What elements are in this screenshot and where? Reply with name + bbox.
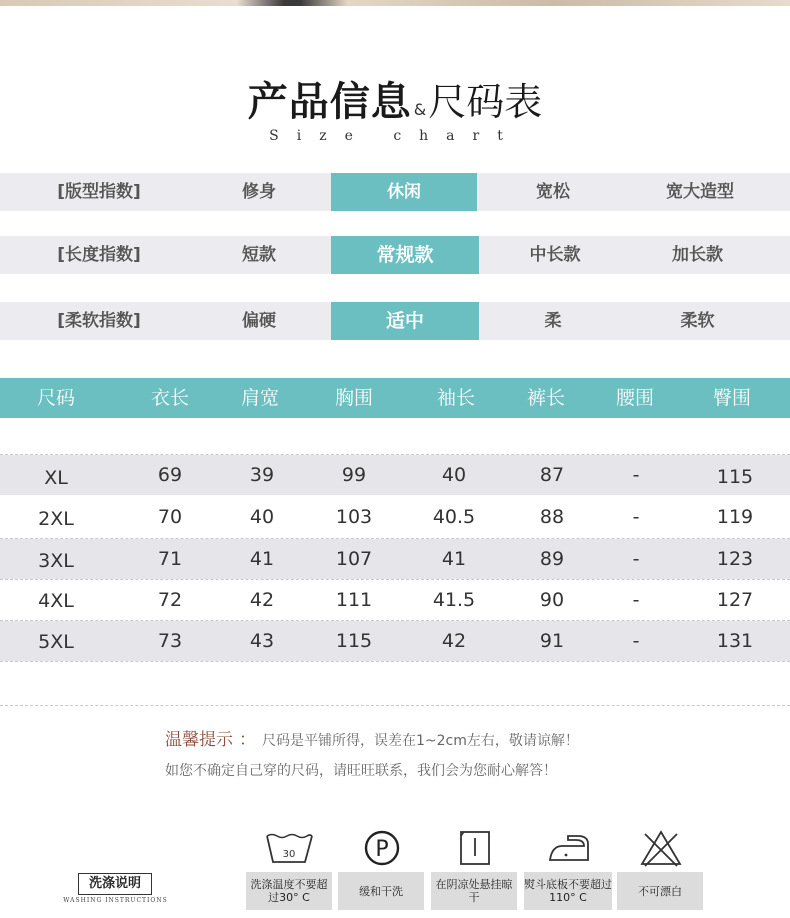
table-row — [0, 621, 790, 661]
tip-line-1 — [165, 725, 579, 750]
index-option: 宽大造型 — [666, 182, 734, 202]
cell-value: 41 — [441, 548, 467, 570]
care-label-iron: 熨斗底板不要超过110° C — [524, 872, 612, 910]
cell-value: 111 — [335, 589, 373, 611]
cell-value: - — [632, 548, 640, 570]
header-hip: 臀围 — [712, 387, 751, 409]
index-option: 短款 — [242, 245, 276, 265]
care-label-no-bleach: 不可漂白 — [617, 872, 703, 910]
cell-value: - — [632, 464, 640, 486]
cell-value: 131 — [716, 630, 754, 652]
softness-index-row — [0, 302, 790, 340]
title-ampersand: & — [413, 100, 427, 119]
index-label: [版型指数] — [57, 182, 141, 202]
header-size: 尺码 — [36, 387, 75, 409]
table-row — [0, 455, 790, 495]
cell-value: 99 — [341, 464, 367, 486]
index-option: 偏硬 — [242, 311, 276, 331]
no-bleach-icon — [636, 828, 686, 868]
cell-value: 39 — [249, 464, 275, 486]
care-label-wash-temp: 洗涤温度不要超过30° C — [246, 872, 332, 910]
cell-value: 73 — [157, 630, 183, 652]
page-subtitle: Size chart — [269, 128, 521, 144]
cell-value: 70 — [157, 506, 183, 528]
cell-value: 87 — [539, 464, 565, 486]
size-table-header — [0, 378, 790, 418]
table-row — [0, 497, 790, 537]
index-label: [柔软指数] — [57, 311, 141, 331]
dry-clean-letter: P — [375, 837, 389, 862]
fit-index-row — [0, 173, 790, 211]
cell-value: 41.5 — [432, 589, 476, 611]
tip-text-1: 尺码是平铺所得，误差在1~2cm左右，敬请谅解！ — [262, 733, 579, 749]
cell-value: 115 — [335, 630, 373, 652]
washing-subtitle: WASHING INSTRUCTIONS — [63, 897, 168, 904]
index-option: 加长款 — [672, 245, 723, 265]
index-option: 柔 — [544, 311, 562, 331]
index-option: 柔软 — [680, 311, 715, 331]
index-label: [长度指数] — [57, 245, 141, 265]
index-option: 中长款 — [529, 245, 581, 265]
cell-value: 69 — [157, 464, 183, 486]
tip-colon: ： — [239, 730, 256, 750]
cell-value: 40.5 — [432, 506, 476, 528]
header-length: 衣长 — [150, 387, 189, 409]
care-label-hang-dry: 在阴凉处悬挂晾干 — [431, 872, 517, 910]
section-divider — [0, 705, 790, 706]
cell-size: XL — [44, 467, 68, 489]
washing-title: 洗涤说明 — [78, 873, 152, 895]
cell-value: - — [632, 630, 640, 652]
table-row — [0, 580, 790, 620]
table-row — [0, 539, 790, 579]
index-option-selected: 适中 — [331, 302, 479, 340]
cell-value: 107 — [335, 548, 373, 570]
cell-value: 89 — [539, 548, 565, 570]
cell-size: 4XL — [38, 590, 74, 612]
tip-line-2: 如您不确定自己穿的尺码，请旺旺联系，我们会为您耐心解答！ — [165, 763, 557, 779]
index-option: 宽松 — [536, 182, 570, 202]
cell-value: 127 — [716, 589, 754, 611]
length-index-row — [0, 236, 790, 274]
cell-value: 42 — [249, 589, 275, 611]
header-waist: 腰围 — [615, 387, 654, 409]
wash-temp-text: 30 — [282, 849, 296, 860]
cell-size: 2XL — [38, 508, 74, 530]
product-photo-strip — [0, 0, 790, 6]
page-title — [0, 70, 790, 127]
cell-size: 5XL — [38, 631, 74, 653]
cell-value: 43 — [249, 630, 275, 652]
dry-clean-p-icon — [357, 828, 407, 868]
iron-icon — [544, 828, 594, 868]
wash-tub-icon — [264, 828, 314, 868]
tip-lead: 温馨提示 — [165, 730, 233, 750]
title-product-info: 产品信息 — [247, 79, 412, 125]
cell-value: 119 — [716, 506, 754, 528]
header-sleeve: 袖长 — [436, 387, 475, 409]
hang-dry-shade-icon — [450, 828, 500, 868]
table-divider — [0, 661, 790, 662]
cell-value: 103 — [335, 506, 373, 528]
cell-value: 91 — [539, 630, 565, 652]
header-shoulder: 肩宽 — [240, 387, 279, 409]
cell-value: 90 — [539, 589, 565, 611]
cell-value: 88 — [539, 506, 565, 528]
cell-value: 71 — [157, 548, 183, 570]
header-chest: 胸围 — [334, 387, 373, 409]
cell-value: 115 — [716, 466, 754, 488]
cell-value: 42 — [441, 630, 467, 652]
title-size-table: 尺码表 — [428, 80, 543, 124]
cell-value: 41 — [249, 548, 275, 570]
cell-value: - — [632, 506, 640, 528]
index-option-selected: 休闲 — [331, 173, 477, 211]
cell-size: 3XL — [38, 550, 74, 572]
header-pants-length: 裤长 — [526, 387, 565, 409]
cell-value: - — [632, 589, 640, 611]
cell-value: 40 — [249, 506, 275, 528]
cell-value: 72 — [157, 589, 183, 611]
index-option: 修身 — [242, 182, 276, 202]
cell-value: 123 — [716, 548, 754, 570]
cell-value: 40 — [441, 464, 467, 486]
index-option-selected: 常规款 — [331, 236, 479, 274]
care-label-dry-clean: 缓和干洗 — [338, 872, 424, 910]
